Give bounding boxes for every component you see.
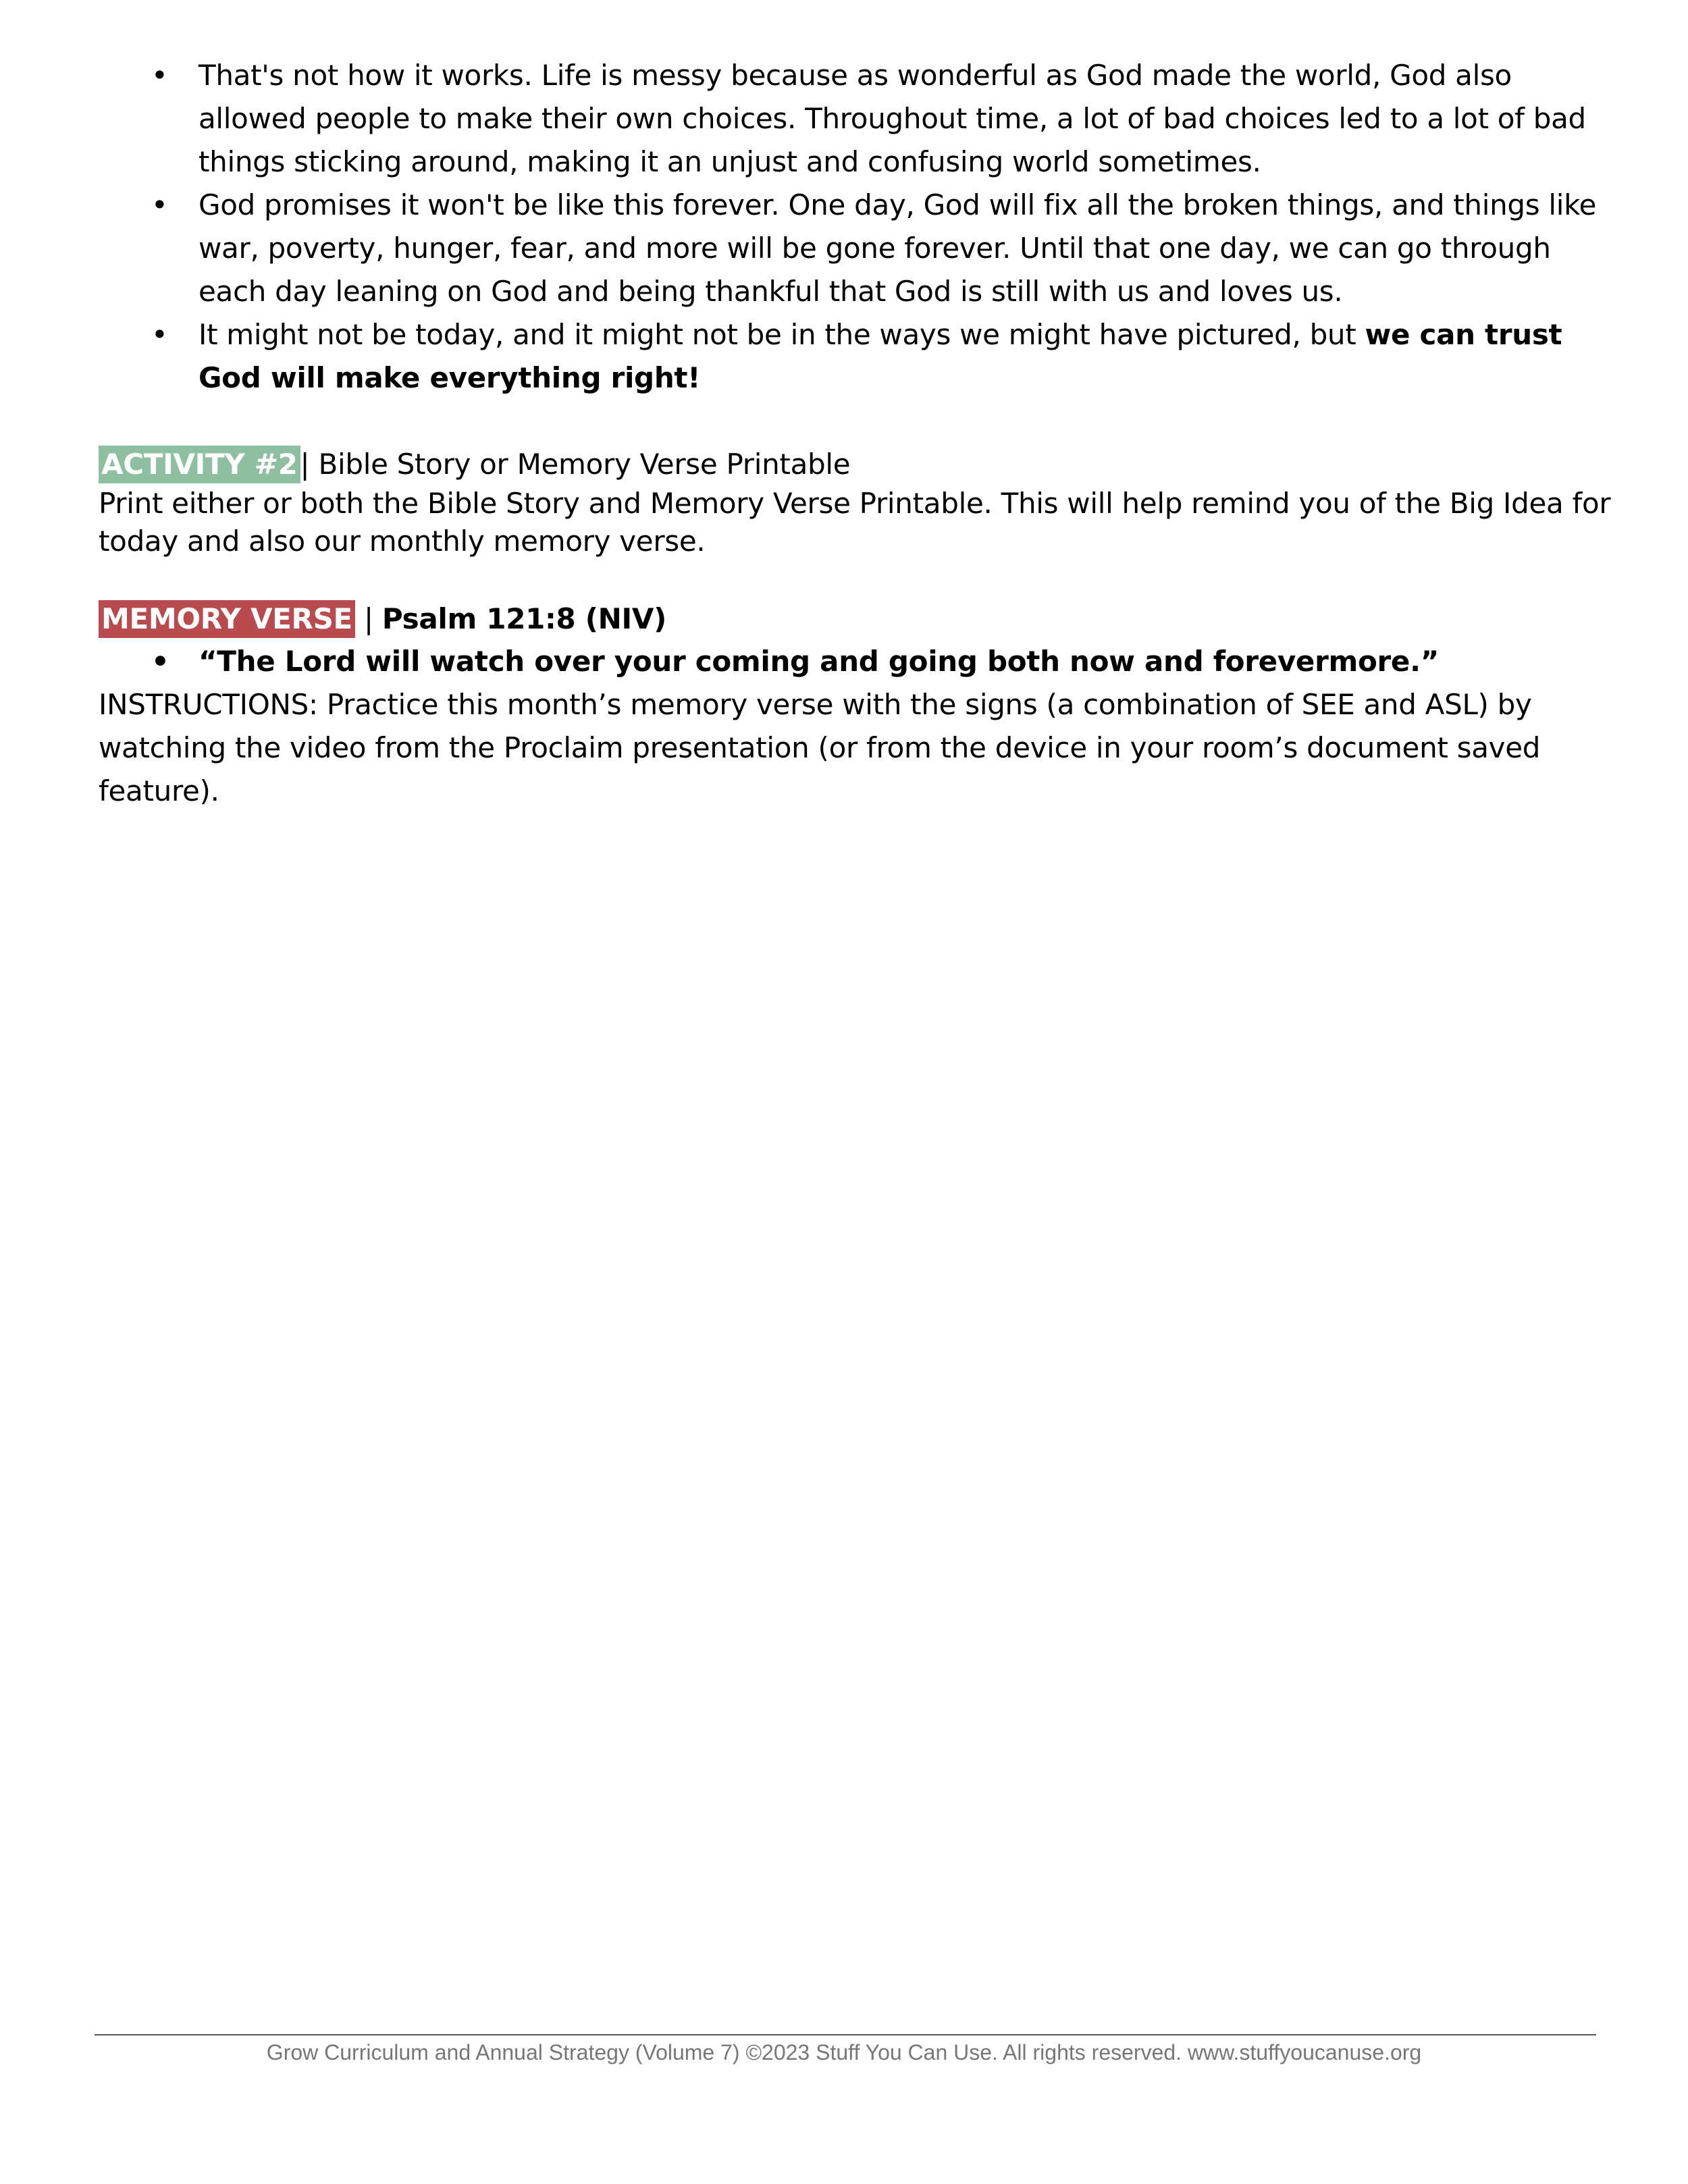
discussion-bullet-list (99, 54, 1604, 400)
footer-divider (95, 2034, 1596, 2035)
bullet-text: That's not how it works. Life is messy because as wonderful as God made the world, God also allowed people to make their own choices. Throughout time, a lot of bad choices led to a lot of bad things sticking around, making it an unjust and confusing world sometimes. (199, 59, 1586, 178)
memory-verse-list (99, 640, 1604, 683)
bullet-item (99, 54, 1604, 184)
memory-verse-tag: MEMORY VERSE (99, 600, 355, 638)
activity-separator: | (300, 448, 310, 481)
bullet-icon: • (151, 188, 168, 221)
bullet-icon: • (151, 59, 168, 92)
bullet-item (99, 184, 1604, 313)
bullet-icon: • (151, 318, 168, 351)
memory-verse-instructions: INSTRUCTIONS: Practice this month’s memory verse with the signs (a combination of SEE and ASL) by watching the video from the Proclaim presentation (or from the device in your room’s document saved feature). (99, 688, 1541, 807)
memory-verse-separator: | (354, 602, 382, 635)
activity-title: Bible Story or Memory Verse Printable (309, 448, 851, 481)
bullet-bold-text: we can trust God will make everything right! (199, 318, 1562, 394)
memory-verse-item (99, 640, 1604, 683)
bullet-text: God promises it won't be like this forever. One day, God will fix all the broken things, and things like war, poverty, hunger, fear, and more will be gone forever. Until that one day, we can go through each day leaning on God and being thankful that God is still with us and loves us. (199, 188, 1597, 308)
memory-verse-text: “The Lord will watch over your coming and going both now and forevermore.” (199, 645, 1440, 678)
footer-copyright: Grow Curriculum and Annual Strategy (Volume 7) ©2023 Stuff You Can Use. All rights reserved. www.stuffyoucanuse.org (266, 2040, 1422, 2065)
activity-tag: ACTIVITY #2 (99, 446, 300, 483)
bullet-icon: • (151, 645, 169, 678)
activity-description: Print either or both the Bible Story and Memory Verse Printable. This will help remind you of the Big Idea for today and also our monthly memory verse. (99, 487, 1611, 558)
memory-verse-reference: Psalm 121:8 (NIV) (381, 602, 666, 635)
activity-heading (99, 443, 1618, 486)
bullet-text: It might not be today, and it might not be in the ways we might have pictured, but (199, 318, 1365, 351)
memory-verse-heading (99, 597, 1618, 641)
bullet-item (99, 313, 1604, 400)
